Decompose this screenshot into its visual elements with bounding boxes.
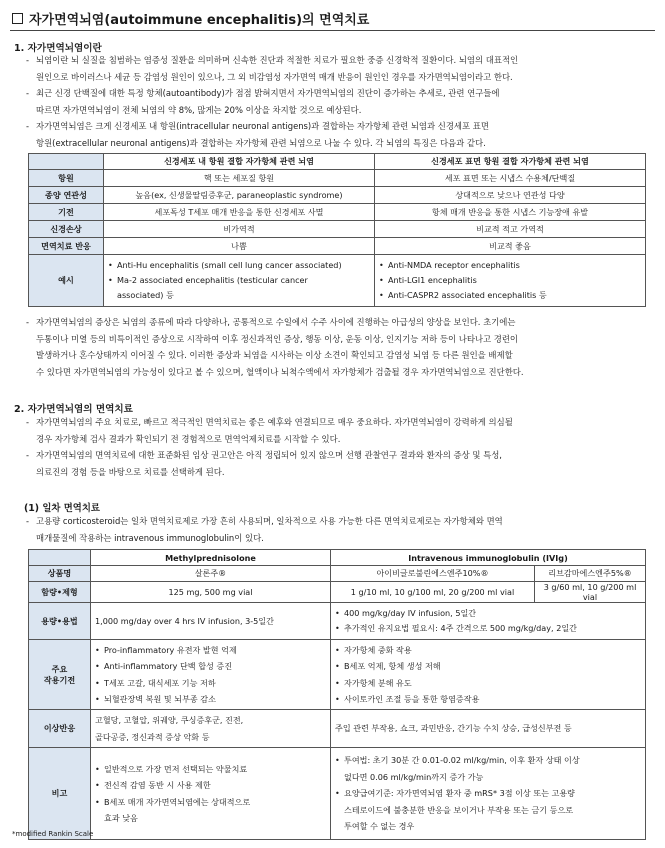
- document-title-text: 자가면역뇌염(autoimmune encephalitis)의 면역치료: [29, 13, 370, 28]
- paragraph-text: 경우 자가항체 검사 결과가 확인되기 전 경험적으로 면역억제치료를 시작할 수 있다.: [36, 433, 341, 444]
- table-cell: 세포 표면 또는 시냅스 수용체/단백질: [375, 170, 646, 187]
- row-header-product: 상품명: [29, 566, 91, 582]
- document-title: [12, 9, 369, 28]
- encephalitis-comparison-table: [28, 153, 646, 307]
- row-header-mechanism: 기전: [29, 204, 104, 221]
- table-cell: 리브감마에스엔주5%®: [535, 566, 646, 582]
- column-header-extracellular: 신경세포 표면 항원 결합 자가항체 관련 뇌염: [375, 154, 646, 170]
- section-2-heading: 2. 자가면역뇌염의 면역치료: [14, 404, 133, 415]
- paragraph-text: 자가면역뇌염은 크게 신경세포 내 항원(intracellular neuronal antigens)과 결합하는 자가항체 관련 뇌염과 신경세포 표면: [36, 121, 489, 131]
- table-cell: [104, 255, 375, 307]
- table-cell: 높음(ex, 신생물딸림증후군, paraneoplastic syndrome): [104, 187, 375, 204]
- section-2-paragraph: [26, 414, 644, 480]
- list-item: [335, 752, 641, 785]
- row-header-remarks: 비고: [29, 748, 91, 840]
- list-item-text: 요양급여기준: 자가면역뇌염 환자 중 mRS* 3점 이상 또는 고용량: [344, 788, 575, 799]
- list-item: • Anti-NMDA receptor encephalitis: [379, 258, 641, 273]
- row-header-line: 주요: [51, 663, 68, 674]
- immunotherapy-table: [28, 549, 646, 840]
- table-cell: [91, 748, 331, 840]
- table-cell: 세포독성 T세포 매개 반응을 통한 신경세포 사멸: [104, 204, 375, 221]
- paragraph-text: 원인으로 바이러스나 세균 등 감염성 원인이 있으나, 그 외 비감염성 자가면역 매개 반응이 원인인 경우를 자가면역뇌염이라고 한다.: [36, 71, 513, 82]
- dash-bullet: -: [26, 516, 30, 526]
- paragraph-line: [26, 314, 644, 331]
- cell-line: 골다공증, 정신과적 증상 악화 등: [95, 731, 210, 742]
- list-item: • Anti-CASPR2 associated encephalitis 등: [379, 288, 641, 303]
- paragraph-line: [26, 530, 644, 547]
- paragraph-line: [26, 431, 644, 448]
- list-item-text: B세포 매개 자가면역뇌염에는 상대적으로: [104, 796, 251, 807]
- checkbox-square-icon: [12, 13, 23, 24]
- column-header-intracellular: 신경세포 내 항원 결합 자가항체 관련 뇌염: [104, 154, 375, 170]
- paragraph-text: 발생하거나 혼수상태까지 이어질 수 있다. 이러한 증상과 뇌염을 시사하는 이상 소견이 확인되고 감염성 뇌염 등 다른 원인을 배제할: [36, 350, 513, 360]
- row-header-adverse-effects: 이상반응: [29, 710, 91, 748]
- paragraph-line: [26, 364, 644, 381]
- table-cell: [375, 255, 646, 307]
- row-header-line: 작용기전: [43, 674, 76, 685]
- paragraph-line: [26, 69, 644, 86]
- section-1-heading: 1. 자가면역뇌염이란: [14, 43, 102, 54]
- list-item: • Anti-LGI1 encephalitis: [379, 273, 641, 288]
- list-item: • 일반적으로 가장 먼저 선택되는 약물치료: [95, 761, 326, 777]
- table-cell: [91, 640, 331, 710]
- list-item-text: associated) 등: [117, 290, 174, 300]
- table-cell: 아이비글로불린에스엔주10%®: [331, 566, 535, 582]
- list-item: • 자가항체 중화 작용: [335, 642, 641, 658]
- row-header-immunotherapy-response: 면역치료 반응: [29, 238, 104, 255]
- paragraph-text: 최근 신경 단백질에 대한 특정 항체(autoantibody)가 점점 밝혀지면서 자가면역뇌염의 진단이 증가하는 추세로, 관련 연구들에: [36, 88, 500, 98]
- paragraph-line: [26, 52, 644, 69]
- list-item-text: 없다면 0.06 ml/kg/min까지 증가 가능: [344, 771, 484, 782]
- row-header-neural-damage: 신경손상: [29, 221, 104, 238]
- list-item-text: 투여법: 초기 30분 간 0.01-0.02 ml/kg/min, 이후 환자 상태 이상: [344, 755, 580, 766]
- dash-bullet: -: [26, 121, 30, 131]
- mechanism-list-ivig: [335, 642, 641, 708]
- list-item: • Pro-inflammatory 유전자 발현 억제: [95, 642, 326, 658]
- table-cell: 핵 또는 세포질 항원: [104, 170, 375, 187]
- paragraph-text: 자가면역뇌염의 주요 치료로, 빠르고 적극적인 면역치료는 좋은 예후와 연결되므로 매우 중요하다. 자가면역뇌염이 강력하게 의심될: [36, 417, 513, 427]
- list-item: • 추가적인 유지요법 필요시: 4주 간격으로 500 mg/kg/day, 2일간: [335, 621, 641, 636]
- remarks-list-ivig: [335, 752, 641, 834]
- table-corner-cell: [29, 550, 91, 566]
- table-cell: [331, 603, 646, 640]
- list-item: • 뇌혈관장벽 복원 및 뇌부종 감소: [95, 691, 326, 707]
- table-cell: 항체 매개 반응을 통한 시냅스 기능장애 유발: [375, 204, 646, 221]
- cell-line: 고혈당, 고혈압, 위궤양, 쿠싱증후군, 진전,: [95, 714, 244, 725]
- footnote: *modified Rankin Scale: [12, 830, 94, 838]
- paragraph-text: 고용량 corticosteroid는 일차 면역치료제로 가장 흔히 사용되며, 일차적으로 사용 가능한 다른 면역치료제로는 자가항체와 면역: [36, 516, 503, 526]
- dash-bullet: -: [26, 317, 30, 327]
- list-item-text: Ma-2 associated encephalitis (testicular cancer: [117, 275, 308, 285]
- paragraph-text: 두통이나 미열 등의 비특이적인 증상으로 시작하여 이후 정신과적인 증상, 행동 이상, 운동 이상, 인지기능 저하 등이 나타나고 경련이: [36, 333, 519, 344]
- list-item: • 자가항체 분해 유도: [335, 675, 641, 691]
- paragraph-line: [26, 118, 644, 135]
- dosage-list-ivig: [335, 606, 641, 636]
- paragraph-text: 매개물질에 작용하는 intravenous immunoglobulin이 있다.: [36, 532, 264, 543]
- paragraph-line: [26, 135, 644, 152]
- table-cell: 비교적 좋음: [375, 238, 646, 255]
- list-item: • 사이토카인 조절 등을 통한 항염증작용: [335, 691, 641, 707]
- list-item: • Anti-inflammatory 단백 합성 증진: [95, 658, 326, 674]
- table-cell: 상대적으로 낮으나 연관성 다양: [375, 187, 646, 204]
- table-cell: 살론주®: [91, 566, 331, 582]
- table-cell: 주입 관련 부작용, 쇼크, 과민반응, 간기능 수치 상승, 급성신부전 등: [331, 710, 646, 748]
- dash-bullet: -: [26, 55, 30, 65]
- paragraph-text: 항원(extracellular neuronal antigens)과 결합하는 자가항체 관련 뇌염으로 나눌 수 있다. 각 뇌염의 특징은 다음과 같다.: [36, 137, 486, 148]
- paragraph-text: 수 있다면 자가면역뇌염의 가능성이 있다고 볼 수 있으며, 혈액이나 뇌척수액에서 자가항체가 검출될 경우 자가면역뇌염으로 진단한다.: [36, 366, 524, 377]
- list-item: • B세포 억제, 항체 생성 저해: [335, 658, 641, 674]
- row-header-examples: 예시: [29, 255, 104, 307]
- example-list-extracellular: [379, 258, 641, 303]
- paragraph-line: [26, 447, 644, 464]
- table-cell: [331, 748, 646, 840]
- dash-bullet: -: [26, 417, 30, 427]
- paragraph-line: [26, 513, 644, 530]
- paragraph-text: 의료진의 경험 등을 바탕으로 치료를 선택하게 된다.: [36, 466, 225, 477]
- table-cell: 나쁨: [104, 238, 375, 255]
- list-item: • T세포 고갈, 대식세포 기능 저하: [95, 675, 326, 691]
- paragraph-line: [26, 102, 644, 119]
- table-cell: 비교적 적고 가역적: [375, 221, 646, 238]
- row-header-dosage: 용량•용법: [29, 603, 91, 640]
- list-item: • Anti-Hu encephalitis (small cell lung cancer associated): [108, 258, 370, 273]
- table-cell: [91, 710, 331, 748]
- column-header-methylprednisolone: Methylprednisolone: [91, 550, 331, 566]
- list-item-text: 효과 낮음: [104, 812, 138, 823]
- paragraph-line: [26, 414, 644, 431]
- paragraph-text: 자가면역뇌염의 증상은 뇌염의 종류에 따라 다양하나, 공통적으로 수일에서 수주 사이에 진행하는 아급성의 양상을 보인다. 초기에는: [36, 317, 516, 327]
- paragraph-line: [26, 347, 644, 364]
- dash-bullet: -: [26, 450, 30, 460]
- table-corner-cell: [29, 154, 104, 170]
- remarks-list-methylprednisolone: [95, 761, 326, 827]
- row-header-mechanism: [29, 640, 91, 710]
- paragraph-text: 따르면 자가면역뇌염이 전체 뇌염의 약 8%, 많게는 20% 이상을 차지할 것으로 예상된다.: [36, 104, 362, 115]
- row-header-content: 함량•제형: [29, 582, 91, 603]
- list-item: [335, 785, 641, 834]
- row-header-antigen: 항원: [29, 170, 104, 187]
- table-cell: 125 mg, 500 mg vial: [91, 582, 331, 603]
- list-item: • 전신적 감염 동반 시 사용 제한: [95, 777, 326, 793]
- paragraph-line: [26, 331, 644, 348]
- paragraph-line: [26, 464, 644, 481]
- list-item-text: 스테로이드에 불충분한 반응을 보이거나 부작용 또는 금기 등으로: [344, 804, 574, 815]
- list-item-text: 투여할 수 없는 경우: [344, 821, 415, 832]
- dash-bullet: -: [26, 88, 30, 98]
- title-divider: [10, 30, 655, 31]
- paragraph-line: [26, 85, 644, 102]
- mechanism-list-methylprednisolone: [95, 642, 326, 708]
- subsection-heading: (1) 일차 면역치료: [24, 503, 100, 514]
- section-1-symptoms-paragraph: [26, 314, 644, 380]
- table-cell: 1 g/10 ml, 10 g/100 ml, 20 g/200 ml vial: [331, 582, 535, 603]
- list-item: • 400 mg/kg/day IV infusion, 5일간: [335, 606, 641, 621]
- paragraph-text: 뇌염이란 뇌 실질을 침범하는 염증성 질환을 의미하며 신속한 진단과 적절한 치료가 필요한 중증 신경학적 질환이다. 뇌염의 대표적인: [36, 55, 519, 65]
- table-cell: [331, 640, 646, 710]
- list-item: [108, 273, 370, 303]
- table-cell: 3 g/60 ml, 10 g/200 ml vial: [535, 582, 646, 603]
- example-list-intracellular: [108, 258, 370, 303]
- column-header-ivig: Intravenous immunoglobulin (IVIg): [331, 550, 646, 566]
- table-cell: 1,000 mg/day over 4 hrs IV infusion, 3-5일간: [91, 603, 331, 640]
- list-item: [95, 794, 326, 827]
- row-header-tumor-association: 종양 연관성: [29, 187, 104, 204]
- paragraph-text: 자가면역뇌염의 면역치료에 대한 표준화된 임상 권고안은 아직 정립되어 있지 않으며 선행 관찰연구 결과와 환자의 증상 및 특성,: [36, 450, 502, 460]
- subsection-paragraph: [26, 513, 644, 546]
- table-cell: 비가역적: [104, 221, 375, 238]
- section-1-paragraph: [26, 52, 644, 151]
